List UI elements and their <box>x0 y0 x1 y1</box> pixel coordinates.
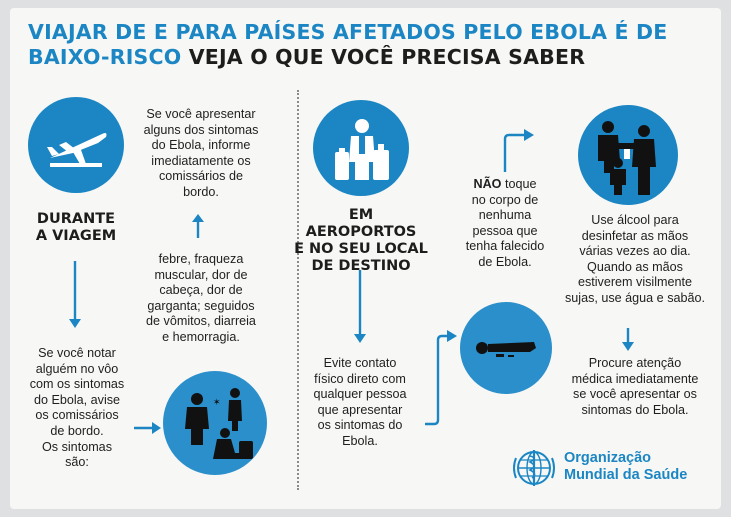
text-line: alguns dos sintomas <box>143 122 259 137</box>
svg-text:✶: ✶ <box>213 398 221 408</box>
text-line: tenha falecido <box>465 239 545 254</box>
text-line: Procure atenção <box>588 356 682 370</box>
avoid-contact-text <box>300 356 420 450</box>
text-line: Se você apresentar <box>146 107 256 121</box>
airplane-circle <box>28 97 124 193</box>
text-line: muscular, dor de <box>154 267 248 282</box>
title-part-2: VEJA O QUE VOCÊ PRECISA SABER <box>188 45 586 69</box>
hygiene-text <box>560 213 710 307</box>
airports-heading <box>291 207 431 275</box>
traveller-circle <box>313 100 409 196</box>
text-line: físico direto com <box>314 371 406 386</box>
text-line: se você apresentar os <box>573 387 697 402</box>
inform-crew-text <box>138 107 264 201</box>
sick-passengers-circle <box>163 371 267 475</box>
arrow-right-icon <box>134 421 162 435</box>
arrow-down-icon <box>68 261 82 329</box>
text-line: várias vezes ao dia. <box>579 244 691 259</box>
text-line: bordo. <box>183 184 219 199</box>
arrow-up-right-icon <box>497 127 537 173</box>
traveller-icon <box>313 100 409 196</box>
heading-line: DURANTE <box>36 211 116 227</box>
text-line: Evite contato <box>323 356 397 370</box>
text-line: Use álcool para <box>591 213 679 227</box>
text-line: médica imediatamente <box>571 371 699 386</box>
text-line: os comissários <box>35 408 119 423</box>
who-name-line: Mundial da Saúde <box>564 467 688 483</box>
notice-passenger-text <box>24 346 130 471</box>
text-line: febre, fraqueza <box>158 252 244 266</box>
arrow-down-icon <box>621 328 635 352</box>
text-line: estiverem visilmente <box>577 275 693 290</box>
arrow-up-right-icon <box>424 330 458 426</box>
column-divider <box>297 90 299 490</box>
handwash-circle <box>578 105 678 205</box>
who-emblem-icon <box>508 444 560 492</box>
text-line: sujas, use água e sabão. <box>564 290 706 305</box>
text-line: pessoa que <box>472 223 538 238</box>
symptoms-list-text <box>138 252 264 346</box>
text-line: comissários de <box>159 169 243 184</box>
text-line: desinfetar as mãos <box>581 228 689 243</box>
infographic-card <box>10 8 721 509</box>
text-line: garganta; seguidos <box>147 298 255 313</box>
text-line: que apresentar <box>317 402 403 417</box>
text-line: Quando as mãos <box>587 259 683 274</box>
handwashing-icon <box>578 105 678 205</box>
deceased-circle <box>460 302 552 394</box>
during-trip-heading <box>26 211 126 245</box>
text-line: cabeça, dor de <box>159 283 243 298</box>
no-touch-text <box>450 177 560 271</box>
text-line <box>450 177 560 193</box>
deceased-person-icon <box>460 302 552 394</box>
heading-line: A VIAGEM <box>35 228 117 244</box>
airplane-icon <box>28 97 124 193</box>
who-logo <box>508 444 708 494</box>
heading-line: EM AEROPORTOS <box>305 207 417 240</box>
text-line: Ebola. <box>342 433 378 448</box>
who-name-line: Organização <box>564 450 652 466</box>
text-line: qualquer pessoa <box>313 387 407 402</box>
heading-line: DE DESTINO <box>311 258 411 274</box>
seek-care-text <box>556 356 714 418</box>
text-line: Os sintomas <box>42 439 112 454</box>
text-line: de Ebola. <box>478 254 532 269</box>
no-emphasis: NÃO <box>473 177 502 191</box>
arrow-up-icon <box>191 213 205 239</box>
text-line: Se você notar <box>38 346 116 360</box>
page-title <box>28 20 718 70</box>
text-line: de bordo. <box>50 423 104 438</box>
text-line: os sintomas do <box>317 418 403 433</box>
text-line: imediatamente os <box>151 153 251 168</box>
text-line: alguém no vôo <box>35 361 119 376</box>
text-line: e hemorragia. <box>162 329 240 344</box>
text-line: do Ebola, informe <box>151 138 251 153</box>
text-line: de vômitos, diarreia <box>146 314 256 329</box>
arrow-down-icon <box>353 270 367 344</box>
text-line: sintomas do Ebola. <box>581 402 689 417</box>
who-name <box>564 450 687 484</box>
text-line: com os sintomas <box>29 377 125 392</box>
title-part-1: VIAJAR DE E PARA PAÍSES AFETADOS PELO EBOLA É DE BAIXO-RISCO <box>28 20 668 69</box>
text-line: no corpo de <box>471 192 539 207</box>
text-line: do Ebola, avise <box>33 392 121 407</box>
text-line: são: <box>65 455 89 470</box>
heading-line: E NO SEU LOCAL <box>294 241 428 257</box>
sick-people-icon <box>163 371 267 475</box>
text-word: toque <box>504 177 537 191</box>
text-line: nenhuma <box>478 208 532 223</box>
